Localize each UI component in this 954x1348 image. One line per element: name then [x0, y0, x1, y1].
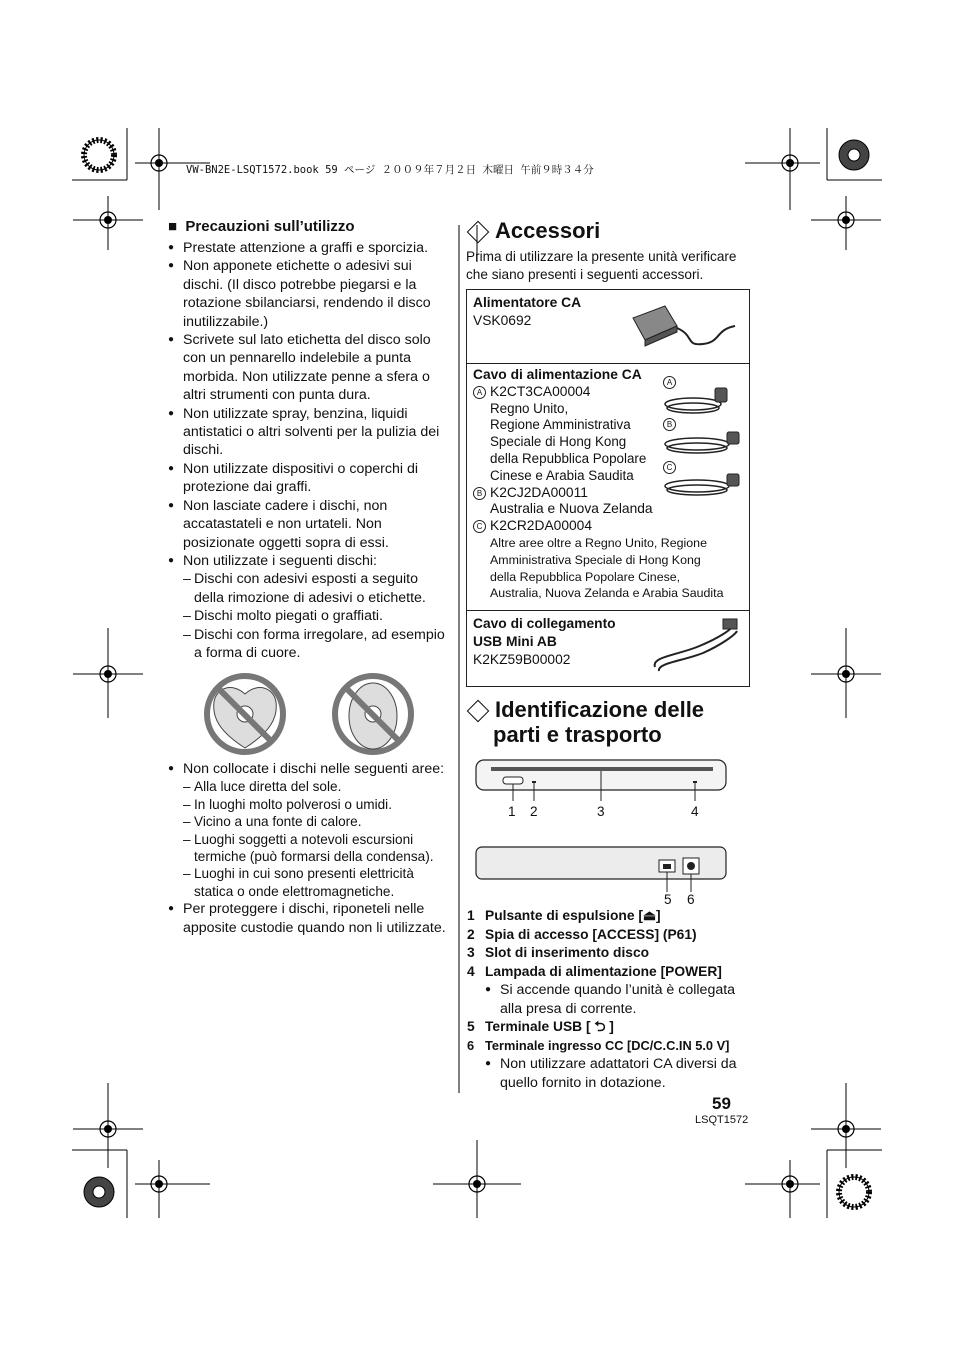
part4-note: ● Si accende quando l’unità è collegata alla presa di corrente. — [485, 981, 747, 1018]
diamond-icon — [467, 700, 490, 723]
usb-cable-icon — [647, 617, 743, 677]
list-item: 2 Spia di accesso [ACCESS] (P61) — [467, 926, 697, 942]
precautions-heading: ■ Precauzioni sull’utilizzo — [168, 218, 355, 235]
accessories-table — [466, 289, 750, 687]
table-row: Cavo di alimentazione CA A K2CT3CA00004 Regno Unito, Regione Amministrativa Speciale di Hong Kong della Repubblica Popolare Cinese e Arabia Saudita B K2CJ2DA00011 Australia e Nuova Zelanda C K2CR2DA00004 Altre aree oltre a Regno Unito, Regione Amministrativa Speciale di Hong Kong della Repubblica Popolare Cinese, Australia, Nuova Zelanda e Arabia Saudita A B C — [467, 363, 749, 610]
left-column — [168, 218, 449, 662]
callout-3: 3 — [597, 804, 605, 819]
list-item: ● Non utilizzate spray, benzina, liquidi antistatici o altri solventi per la pulizia dei dischi. — [168, 405, 449, 460]
dash-list — [183, 778, 449, 900]
list-item: 6 Terminale ingresso CC [DC/C.C.IN 5.0 V] — [467, 1037, 730, 1053]
table-row: Cavo di collegamento USB Mini AB K2KZ59B00002 — [467, 610, 749, 686]
list-item: – Dischi con forma irregolare, ad esempio a forma di cuore. — [183, 626, 449, 663]
table-row: Alimentatore CA VSK0692 — [467, 290, 749, 363]
precautions-list — [168, 239, 449, 662]
list-item: ● Non collocate i dischi nelle seguenti aree: – Alla luce diretta del sole. – In luoghi molto polverosi o umidi. – Vicino a una fonte di calore. – Luoghi soggetti a notevoli escursioni termiche (può formarsi della condensa). – Luoghi in cui sono presenti elettricità statica o onde elettromagnetiche. — [168, 760, 449, 900]
left-column-lower — [168, 760, 449, 937]
list-item: – Dischi molto piegati o graffiati. — [183, 607, 449, 625]
list-item: – Dischi con adesivi esposti a seguito della rimozione di adesivi o etichette. — [183, 570, 449, 607]
list-item: 3 Slot di inserimento disco — [467, 945, 650, 961]
accessories-intro: Prima di utilizzare la presente unità verificare che siano presenti i seguenti accessori. — [466, 249, 737, 282]
list-item: ● Scrivete sul lato etichetta del disco solo con un pennarello indelebile a punta morbida. Non utilizzate penne a sfera o altri strumenti con punta dura. — [168, 331, 449, 405]
parts-list — [467, 907, 757, 1092]
oval-disc-icon — [335, 676, 411, 752]
drive-front-view — [473, 757, 729, 803]
identification-heading: Identificazione delle parti e trasporto — [470, 697, 704, 747]
list-item: ● Prestate attenzione a graffi e sporcizia. — [168, 239, 449, 257]
list-item: 4 Lampada di alimentazione [POWER] — [467, 963, 722, 979]
list-item: – Alla luce diretta del sole. — [183, 778, 449, 795]
list-item: – Luoghi soggetti a notevoli escursioni termiche (può formarsi della condensa). — [183, 831, 449, 866]
drive-back-view — [473, 844, 729, 894]
list-item: 1 Pulsante di espulsione [⏏] — [467, 908, 661, 923]
ac-adaptor-icon — [625, 296, 743, 356]
callout-6: 6 — [687, 892, 695, 907]
diamond-icon — [467, 221, 490, 244]
dash-list — [183, 570, 449, 662]
heart-disc-icon — [207, 676, 283, 752]
page-code: LSQT1572 — [695, 1114, 749, 1126]
list-item: – Luoghi in cui sono presenti elettricità statica o onde elettromagnetiche. — [183, 865, 449, 900]
accessories-heading: Accessori — [470, 218, 600, 243]
list-item: – In luoghi molto polverosi o umidi. — [183, 796, 449, 813]
storage-list — [168, 760, 449, 937]
list-item: ● Non utilizzate i seguenti dischi: – Dischi con adesivi esposti a seguito della rimozione di adesivi o etichette. – Dischi molto piegati o graffiati. – Dischi con forma irregolare, ad esempio a forma di cuore. — [168, 552, 449, 662]
square-bullet-icon: ■ — [168, 218, 178, 235]
list-item: 5 Terminale USB [ ⮌ ] — [467, 1019, 614, 1035]
callout-2: 2 — [530, 804, 538, 819]
list-item: ● Per proteggere i dischi, riponeteli nelle apposite custodie quando non li utilizzate. — [168, 900, 449, 937]
callout-5: 5 — [664, 892, 672, 907]
list-item: ● Non utilizzate dispositivi o coperchi di protezione dai graffi. — [168, 460, 449, 497]
power-cords-icon — [663, 378, 745, 498]
irregular-discs-illustration — [200, 672, 420, 760]
callout-4: 4 — [691, 804, 699, 819]
print-header-line: VW-BN2E-LSQT1572.book 59 ページ ２００９年７月２日 木曜日 午前９時３４分 — [186, 164, 594, 176]
part6-note: ● Non utilizzare adattatori CA diversi da quello fornito in dotazione. — [485, 1055, 747, 1092]
list-item: ● Non apponete etichette o adesivi sui dischi. (Il disco potrebbe piegarsi e la rotazione sbilanciarsi, rendendo il disco inutilizzabile.) — [168, 257, 449, 331]
list-item: – Vicino a una fonte di calore. — [183, 813, 449, 830]
callout-1: 1 — [508, 804, 516, 819]
list-item: ● Non lasciate cadere i dischi, non accatastateli e non urtateli. Non posizionate oggetti sopra di essi. — [168, 497, 449, 552]
page-number: 59 — [712, 1094, 731, 1113]
